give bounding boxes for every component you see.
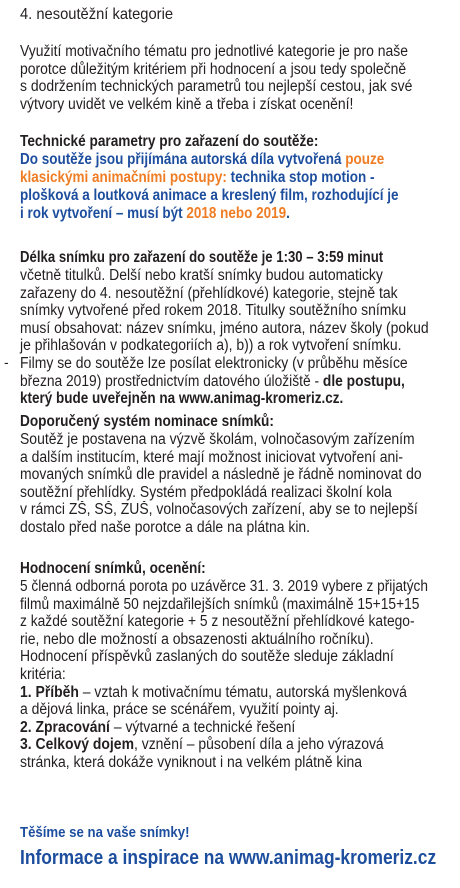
tech-line-3: plošková a loutková animace a kreslený film, rozhodující je: [20, 187, 399, 204]
length-line: je přihlašován v podkategoriích a), b)) a rok vytvoření snímku.: [20, 337, 402, 355]
intro-line: porotce důležitým kritériem při hodnocení a jsou tedy společně: [20, 60, 407, 78]
length-url-line: který bude uveřejněn na www.animag-kromeriz.cz.: [20, 390, 344, 408]
length-line: včetně titulků. Delší nebo kratší snímky budou automaticky: [20, 267, 383, 284]
length-line: snímky vytvořené před rokem 2018. Titulky soutěžního snímku: [20, 302, 407, 320]
website-link[interactable]: www.animag-kromeriz.cz: [228, 847, 437, 869]
intro-line: výtvory uvidět ve velkém kině a třeba i získat ocenění!: [20, 95, 354, 113]
criterion-3-cont: stránka, která dokáže vyniknout i na velkém plátně kina: [20, 753, 362, 771]
evaluation-line: kritéria:: [20, 665, 66, 683]
closing-line-1: Těšíme se na vaše snímky!: [20, 824, 190, 841]
evaluation-section: [20, 560, 460, 772]
tech-params-section: [20, 133, 455, 223]
tech-title: Technické parametry pro zařazení do soutěže:: [20, 133, 319, 150]
nomination-line: a dalším institucím, které mají možnost iniciovat vytvoření ani-: [20, 448, 403, 466]
evaluation-line: Hodnocení příspěvků zaslaných do soutěže sleduje základní: [20, 648, 394, 666]
nomination-line: v rámci ZŠ, SŠ, ZUŠ, volnočasových zařízení, aby se to nejlepší: [20, 501, 418, 519]
criterion-1-cont: a dějová linka, práce se scénářem, využití pointy aj.: [20, 701, 339, 719]
evaluation-title: Hodnocení snímků, ocenění:: [20, 560, 206, 577]
evaluation-line: z každé soutěžní kategorie + 5 z nesoutěžní přehlídkové katego-: [20, 613, 415, 631]
length-section: [20, 249, 460, 408]
criterion-2: 2. Zpracování – výtvarné a technické řešení: [20, 718, 296, 736]
intro-line: Využití motivačního tématu pro jednotlivé kategorie je pro naše: [20, 43, 408, 60]
evaluation-line: filmů maximálně 50 nejzdařilejších snímků (maximálně 15+15+15: [20, 595, 420, 613]
criterion-3: 3. Celkový dojem, vznění – působení díla a jeho výrazová: [20, 736, 384, 754]
length-line: Filmy se do soutěže lze posílat elektronicky (v průběhu měsíce: [20, 354, 408, 372]
nomination-line: movaných snímků dle pravidel a následně je řádně nominovat do: [20, 466, 422, 484]
criterion-1: 1. Příběh – vztah k motivačnímu tématu, autorská myšlenková: [20, 683, 407, 701]
nomination-line: Soutěž je postavena na výzvě školám, volnočasovým zařízením: [20, 431, 415, 448]
closing-section: [20, 824, 460, 870]
length-line: zařazeny do 4. nesoutěžní (přehlídkové) kategorie, stejně tak: [20, 284, 398, 302]
intro-line: s dodržením technických parametrů tou nejlepší cestou, jak své: [20, 78, 413, 96]
length-line: musí obsahovat: název snímku, jméno autora, název školy (pokud: [20, 319, 429, 337]
nomination-section: [20, 413, 460, 537]
nomination-line: dostalo před naše porotce a dále na plátna kin.: [20, 518, 311, 536]
intro-paragraph: [20, 43, 456, 113]
tech-line-2: klasickými animačními postupy: technika stop motion -: [20, 169, 375, 186]
evaluation-line: 5 členná odborná porota po uzávěrce 31. 3. 2019 vybere z přijatých: [20, 578, 428, 595]
nomination-title: Doporučený systém nominace snímků:: [20, 413, 274, 430]
length-line: března 2019) prostřednictvím datového úložiště - dle postupu,: [20, 372, 405, 390]
closing-line-2: Informace a inspirace na www.animag-kromeriz.cz: [20, 847, 437, 869]
heading-text: 4. nesoutěžní kategorie: [20, 6, 174, 23]
length-title: Délka snímku pro zařazení do soutěže je 1:30 – 3:59 minut: [20, 249, 384, 266]
section-heading: [20, 6, 186, 24]
tech-line-4: i rok vytvoření – musí být 2018 nebo 2019.: [20, 205, 290, 222]
tech-line-1: Do soutěže jsou přijímána autorská díla vytvořená pouze: [20, 151, 385, 168]
evaluation-line: rie, nebo dle možností a obsazenosti aktuálního ročníku).: [20, 630, 374, 648]
nomination-line: soutěžní přehlídky. Systém předpokládá realizaci školní kola: [20, 483, 392, 501]
margin-mark: -: [4, 354, 9, 370]
